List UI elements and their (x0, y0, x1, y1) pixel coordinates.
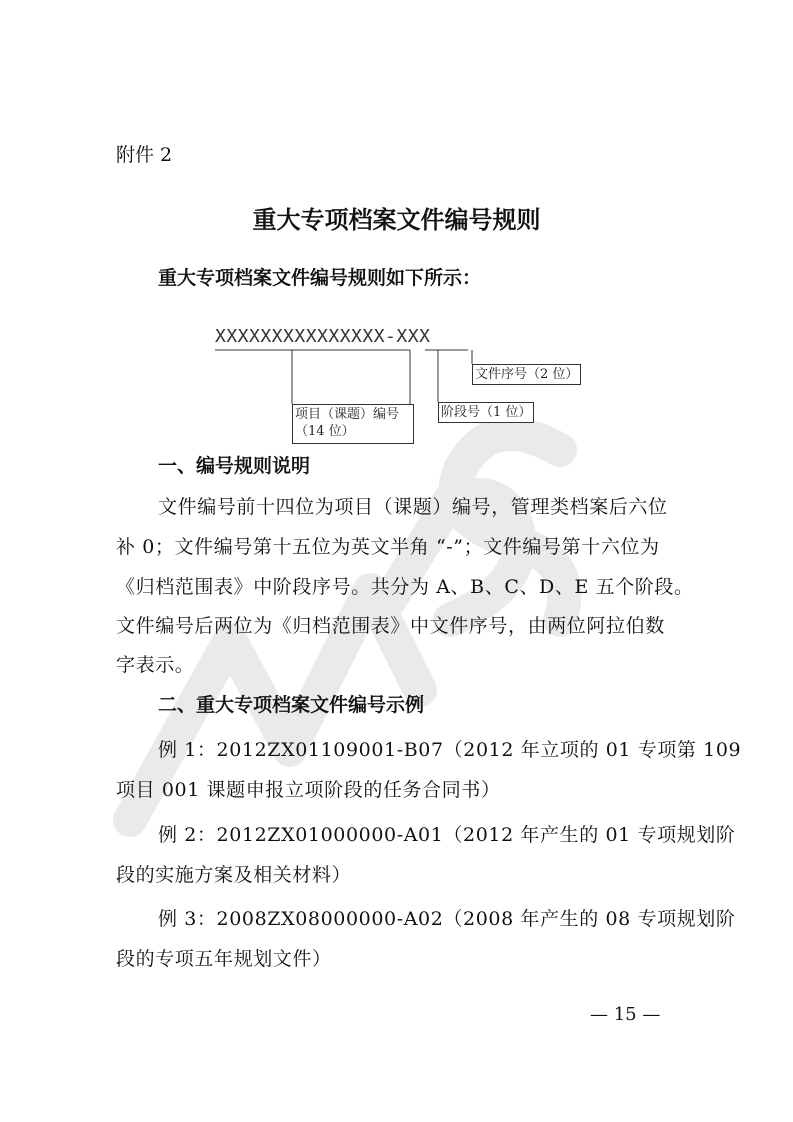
section1-line: 文件编号后两位为《归档范围表》中文件序号，由两位阿拉伯数 (116, 615, 665, 637)
section1-line: 文件编号前十四位为项目（课题）编号，管理类档案后六位 (158, 496, 668, 518)
example-line: 例 1：2012ZX01109001-B07（2012 年立项的 01 专项第 109 (158, 739, 742, 761)
page-title: 重大专项档案文件编号规则 (252, 206, 541, 234)
file-sequence-label (472, 364, 581, 385)
stage-number-text: 阶段号（1 位） (441, 405, 532, 420)
example-line: 例 2：2012ZX01000000-A01（2012 年产生的 01 专项规划阶 (158, 824, 736, 846)
project-number-label (292, 404, 414, 444)
section2-heading: 二、重大专项档案文件编号示例 (158, 694, 425, 716)
example-line: 例 3：2008ZX08000000-A02（2008 年产生的 08 专项规划阶 (158, 908, 736, 930)
example-line: 段的实施方案及相关材料） (116, 864, 352, 886)
example-line: 项目 001 课题申报立项阶段的任务合同书） (116, 779, 501, 801)
intro-text: 重大专项档案文件编号规则如下所示： (158, 267, 482, 289)
section1-heading: 一、编号规则说明 (158, 455, 311, 477)
stage-number-label (438, 402, 534, 423)
section1-line: 字表示。 (116, 654, 195, 676)
numbering-diagram (210, 320, 610, 450)
code-pattern: XXXXXXXXXXXXXXX-XXX (215, 326, 431, 347)
section1-line: 补 0；文件编号第十五位为英文半角 “-”；文件编号第十六位为 (116, 536, 660, 558)
project-number-length: （14 位） (295, 424, 355, 439)
file-sequence-text: 文件序号（2 位） (475, 367, 579, 382)
attachment-label: 附件 2 (116, 144, 173, 166)
section1-line: 《归档范围表》中阶段序号。共分为 A、B、C、D、E 五个阶段。 (116, 576, 694, 598)
project-number-text: 项目（课题）编号 (295, 407, 400, 422)
page-number: — 15 — (590, 1004, 661, 1025)
example-line: 段的专项五年规划文件） (116, 948, 332, 970)
